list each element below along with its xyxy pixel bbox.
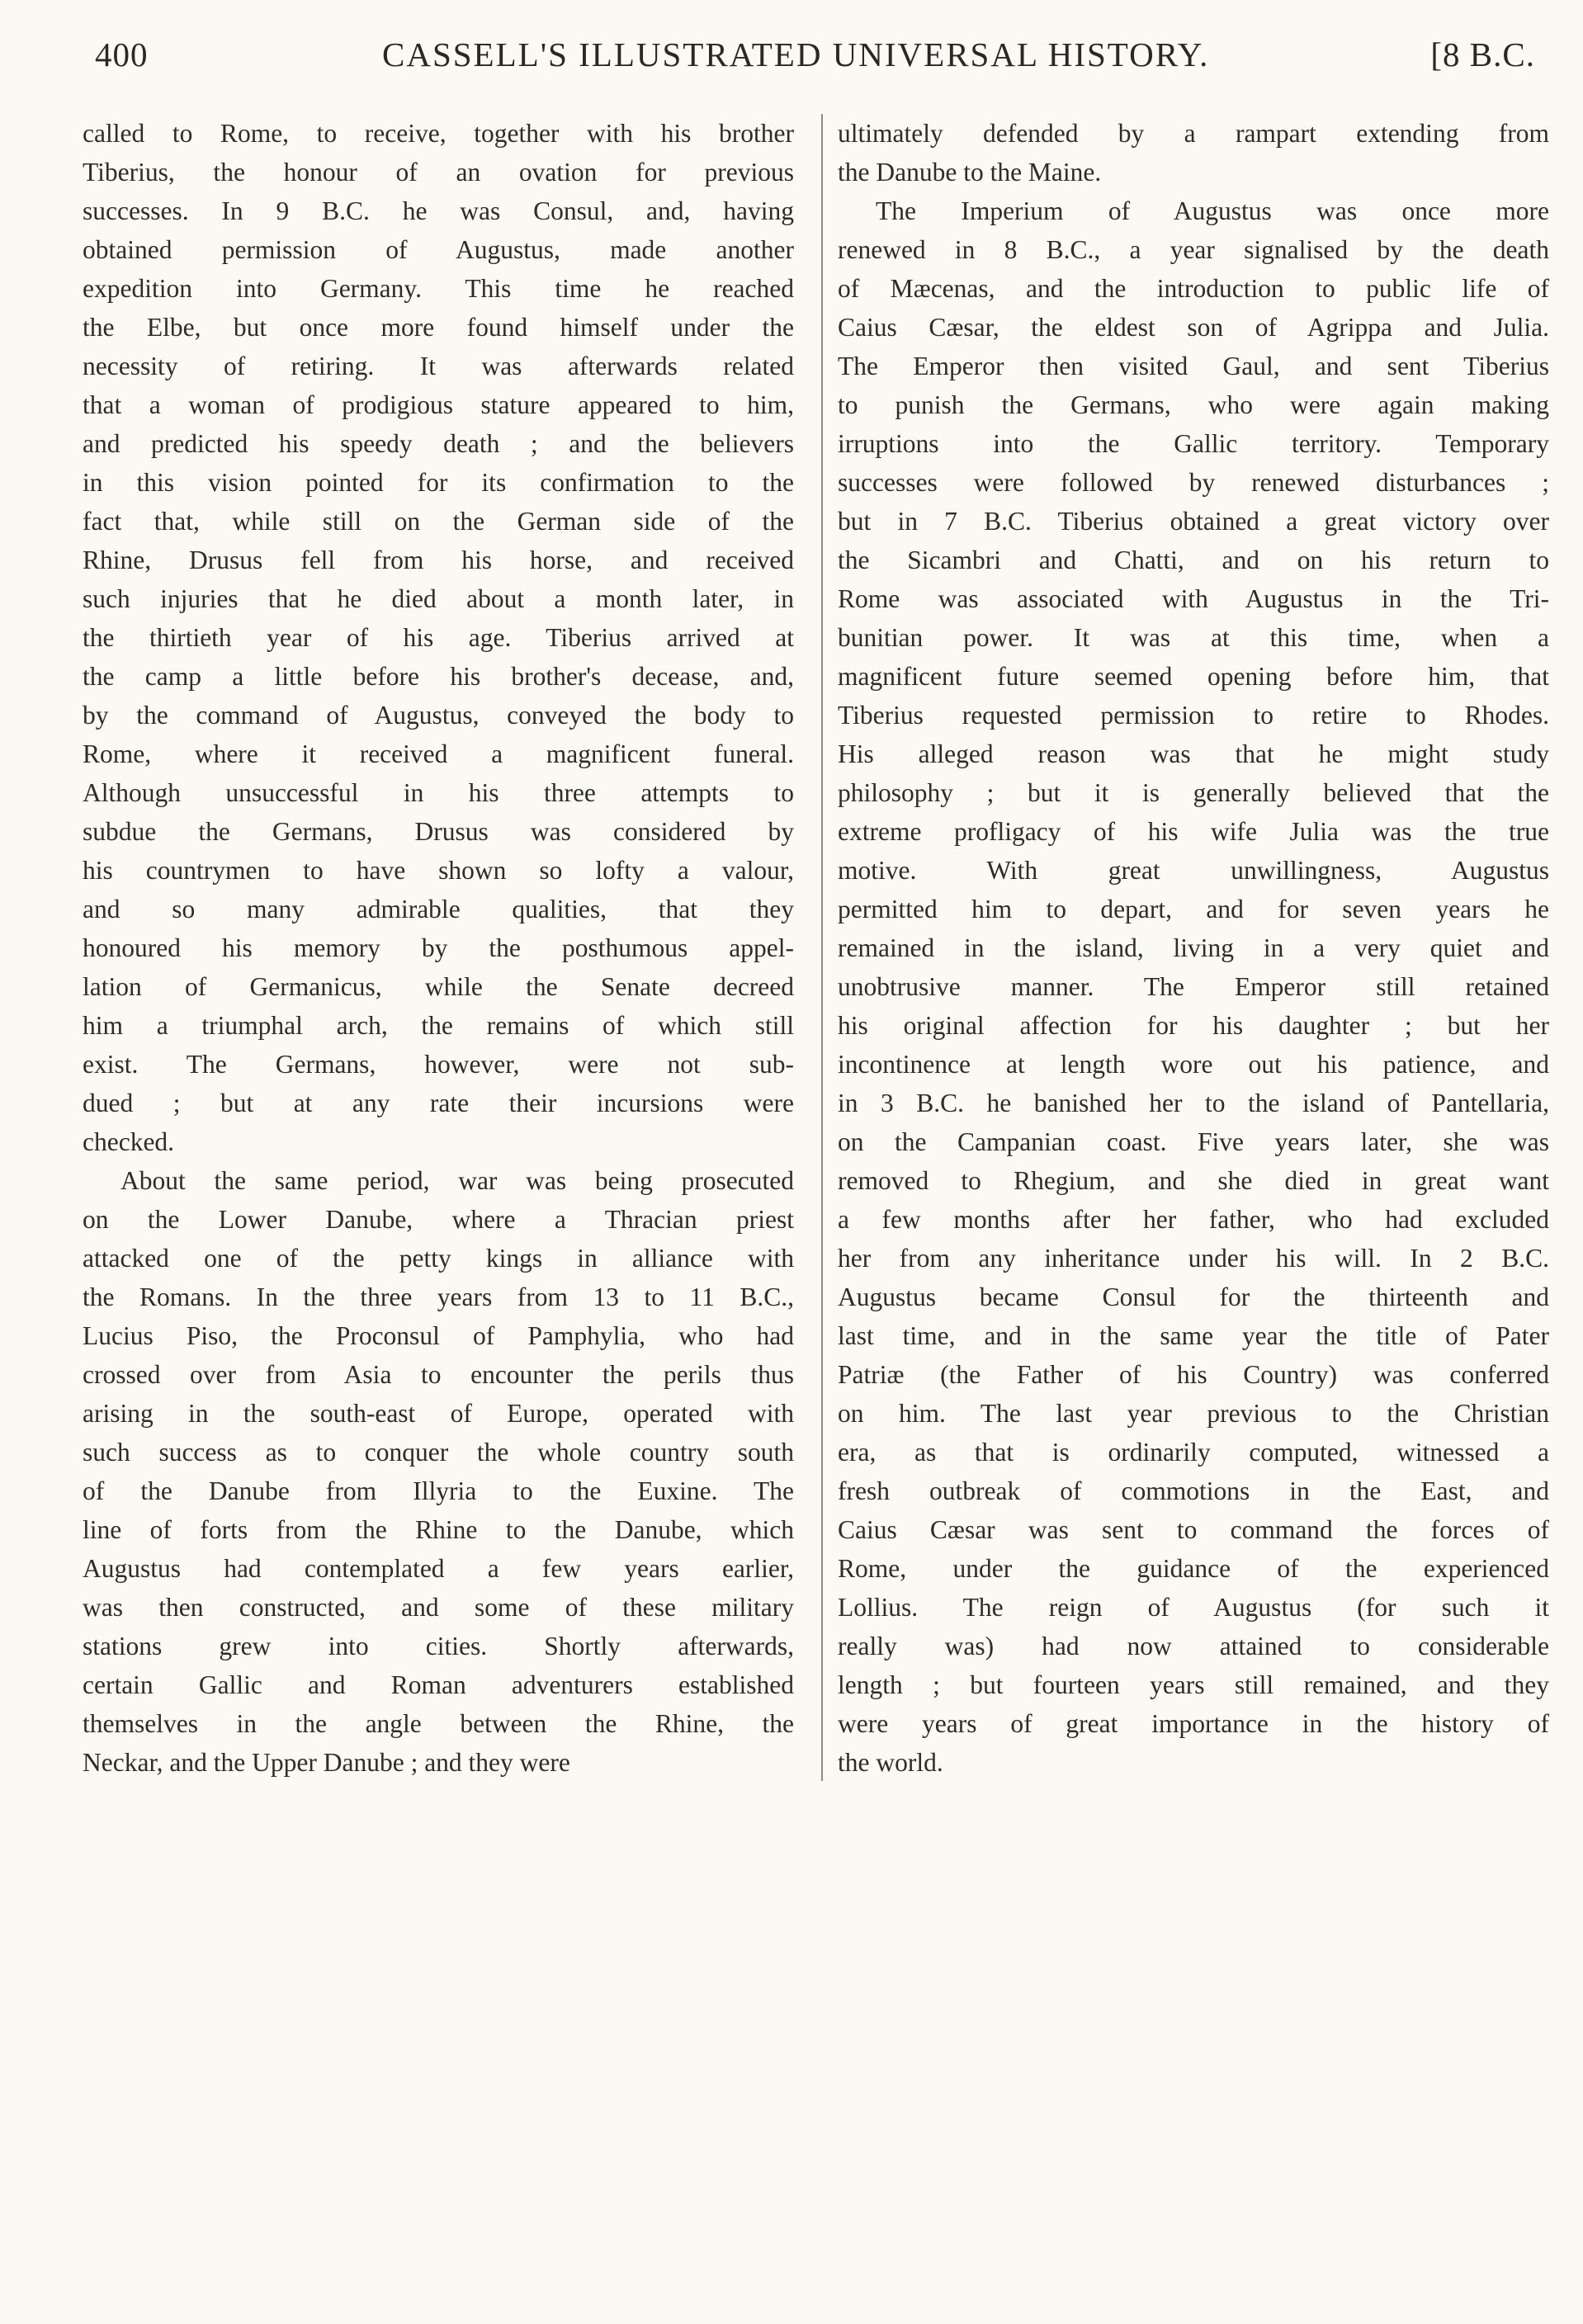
text-line: Lucius Piso, the Proconsul of Pamphylia, who had — [83, 1321, 794, 1350]
text-line: bunitian power. It was at this time, when a — [838, 623, 1549, 652]
text-line: About the same period, war was being prosecuted — [120, 1166, 794, 1195]
text-line: on the Lower Danube, where a Thracian priest — [83, 1205, 794, 1234]
text-line: attacked one of the petty kings in alliance with — [83, 1244, 794, 1273]
text-line: era, as that is ordinarily computed, witnessed a — [838, 1438, 1549, 1467]
running-title: CASSELL'S ILLUSTRATED UNIVERSAL HISTORY. — [382, 35, 1210, 73]
text-line: called to Rome, to receive, together with his brother — [83, 119, 794, 148]
text-line: his countrymen to have shown so lofty a valour, — [83, 856, 794, 885]
text-line: the world. — [838, 1748, 943, 1777]
text-line: by the command of Augustus, conveyed the body to — [83, 701, 794, 730]
text-line: The Imperium of Augustus was once more — [876, 196, 1549, 225]
text-line: Tiberius, the honour of an ovation for previous — [83, 158, 794, 187]
text-line: but in 7 B.C. Tiberius obtained a great victory over — [838, 507, 1549, 536]
text-line: of the Danube from Illyria to the Euxine. The — [83, 1476, 794, 1505]
date-marker: [8 B.C. — [1430, 35, 1535, 73]
text-line: necessity of retiring. It was afterwards related — [83, 352, 794, 380]
text-line: line of forts from the Rhine to the Danube, which — [83, 1515, 794, 1544]
text-line: remained in the island, living in a very quiet and — [838, 933, 1549, 962]
right-column — [838, 114, 1549, 1782]
text-line: Augustus became Consul for the thirteenth and — [838, 1282, 1549, 1311]
text-line: the Romans. In the three years from 13 to 11 B.C., — [83, 1282, 794, 1311]
text-line: Rhine, Drusus fell from his horse, and received — [83, 546, 794, 574]
text-line: of Mæcenas, and the introduction to public life of — [838, 274, 1549, 303]
text-line: crossed over from Asia to encounter the perils thus — [83, 1360, 794, 1389]
text-line: Augustus had contemplated a few years earlier, — [83, 1554, 794, 1583]
text-line: permitted him to depart, and for seven years he — [838, 895, 1549, 923]
text-line: successes. In 9 B.C. he was Consul, and, having — [83, 196, 794, 225]
text-line: philosophy ; but it is generally believed that the — [838, 778, 1549, 807]
text-line: unobtrusive manner. The Emperor still retained — [838, 972, 1549, 1001]
text-line: stations grew into cities. Shortly afterwards, — [83, 1632, 794, 1660]
text-line: ultimately defended by a rampart extending from — [838, 119, 1549, 148]
text-line: on him. The last year previous to the Christian — [838, 1399, 1549, 1428]
text-line: in 3 B.C. he banished her to the island of Pantellaria, — [838, 1089, 1549, 1117]
text-line: His alleged reason was that he might study — [838, 739, 1549, 768]
text-line: renewed in 8 B.C., a year signalised by the death — [838, 235, 1549, 264]
text-line: fresh outbreak of commotions in the East, and — [838, 1476, 1549, 1505]
text-line: subdue the Germans, Drusus was considered by — [83, 817, 794, 846]
text-line: Caius Cæsar was sent to command the forces of — [838, 1515, 1549, 1544]
text-line: Tiberius requested permission to retire to Rhodes. — [838, 701, 1549, 730]
text-line: Neckar, and the Upper Danube ; and they were — [83, 1748, 570, 1777]
text-line: expedition into Germany. This time he reached — [83, 274, 794, 303]
text-line: length ; but fourteen years still remained, and they — [838, 1670, 1549, 1699]
text-line: were years of great importance in the history of — [838, 1709, 1549, 1738]
text-line: in this vision pointed for its confirmation to the — [83, 468, 794, 497]
text-line: Rome, where it received a magnificent funeral. — [83, 739, 794, 768]
text-line: Rome, under the guidance of the experienced — [838, 1554, 1549, 1583]
text-line: obtained permission of Augustus, made another — [83, 235, 794, 264]
text-line: the camp a little before his brother's decease, and, — [83, 662, 794, 691]
text-line: The Emperor then visited Gaul, and sent Tiberius — [838, 352, 1549, 380]
text-line: incontinence at length wore out his patience, and — [838, 1050, 1549, 1079]
left-column — [83, 114, 794, 1782]
text-line: dued ; but at any rate their incursions were — [83, 1089, 794, 1117]
text-line: that a woman of prodigious stature appeared to him, — [83, 390, 794, 419]
text-line: to punish the Germans, who were again making — [838, 390, 1549, 419]
text-line: extreme profligacy of his wife Julia was the true — [838, 817, 1549, 846]
text-line: him a triumphal arch, the remains of which still — [83, 1011, 794, 1040]
text-line: motive. With great unwillingness, Augustus — [838, 856, 1549, 885]
running-head — [95, 30, 1535, 87]
text-line: Lollius. The reign of Augustus (for such it — [838, 1593, 1549, 1622]
text-line: and so many admirable qualities, that they — [83, 895, 794, 923]
text-line: magnificent future seemed opening before him, that — [838, 662, 1549, 691]
column-divider — [821, 114, 823, 1781]
text-line: last time, and in the same year the title of Pater — [838, 1321, 1549, 1350]
text-line: and predicted his speedy death ; and the believers — [83, 429, 794, 458]
text-line: checked. — [83, 1127, 175, 1156]
text-line: honoured his memory by the posthumous appel- — [83, 933, 794, 962]
text-line: Caius Cæsar, the eldest son of Agrippa and Julia. — [838, 313, 1549, 342]
page-number: 400 — [95, 35, 149, 73]
text-line: fact that, while still on the German side of the — [83, 507, 794, 536]
text-line: Patriæ (the Father of his Country) was conferred — [838, 1360, 1549, 1389]
text-line: the Sicambri and Chatti, and on his return to — [838, 546, 1549, 574]
text-line: his original affection for his daughter ; but her — [838, 1011, 1549, 1040]
text-line: the Elbe, but once more found himself under the — [83, 313, 794, 342]
text-line: really was) had now attained to considerable — [838, 1632, 1549, 1660]
text-line: Rome was associated with Augustus in the Tri- — [838, 584, 1549, 613]
text-line: was then constructed, and some of these military — [83, 1593, 794, 1622]
text-line: themselves in the angle between the Rhine, the — [83, 1709, 794, 1738]
text-line: arising in the south-east of Europe, operated with — [83, 1399, 794, 1428]
text-line: lation of Germanicus, while the Senate decreed — [83, 972, 794, 1001]
text-line: irruptions into the Gallic territory. Temporary — [838, 429, 1549, 458]
text-line: the Danube to the Maine. — [838, 158, 1102, 187]
text-line: removed to Rhegium, and she died in great want — [838, 1166, 1549, 1195]
text-line: a few months after her father, who had excluded — [838, 1205, 1549, 1234]
text-line: exist. The Germans, however, were not sub- — [83, 1050, 794, 1079]
text-line: certain Gallic and Roman adventurers established — [83, 1670, 794, 1699]
text-line: such injuries that he died about a month later, in — [83, 584, 794, 613]
text-line: successes were followed by renewed disturbances ; — [838, 468, 1549, 497]
text-line: the thirtieth year of his age. Tiberius arrived at — [83, 623, 794, 652]
text-line: such success as to conquer the whole country south — [83, 1438, 794, 1467]
text-line: on the Campanian coast. Five years later, she was — [838, 1127, 1549, 1156]
text-line: Although unsuccessful in his three attempts to — [83, 778, 794, 807]
text-line: her from any inheritance under his will. In 2 B.C. — [838, 1244, 1549, 1273]
